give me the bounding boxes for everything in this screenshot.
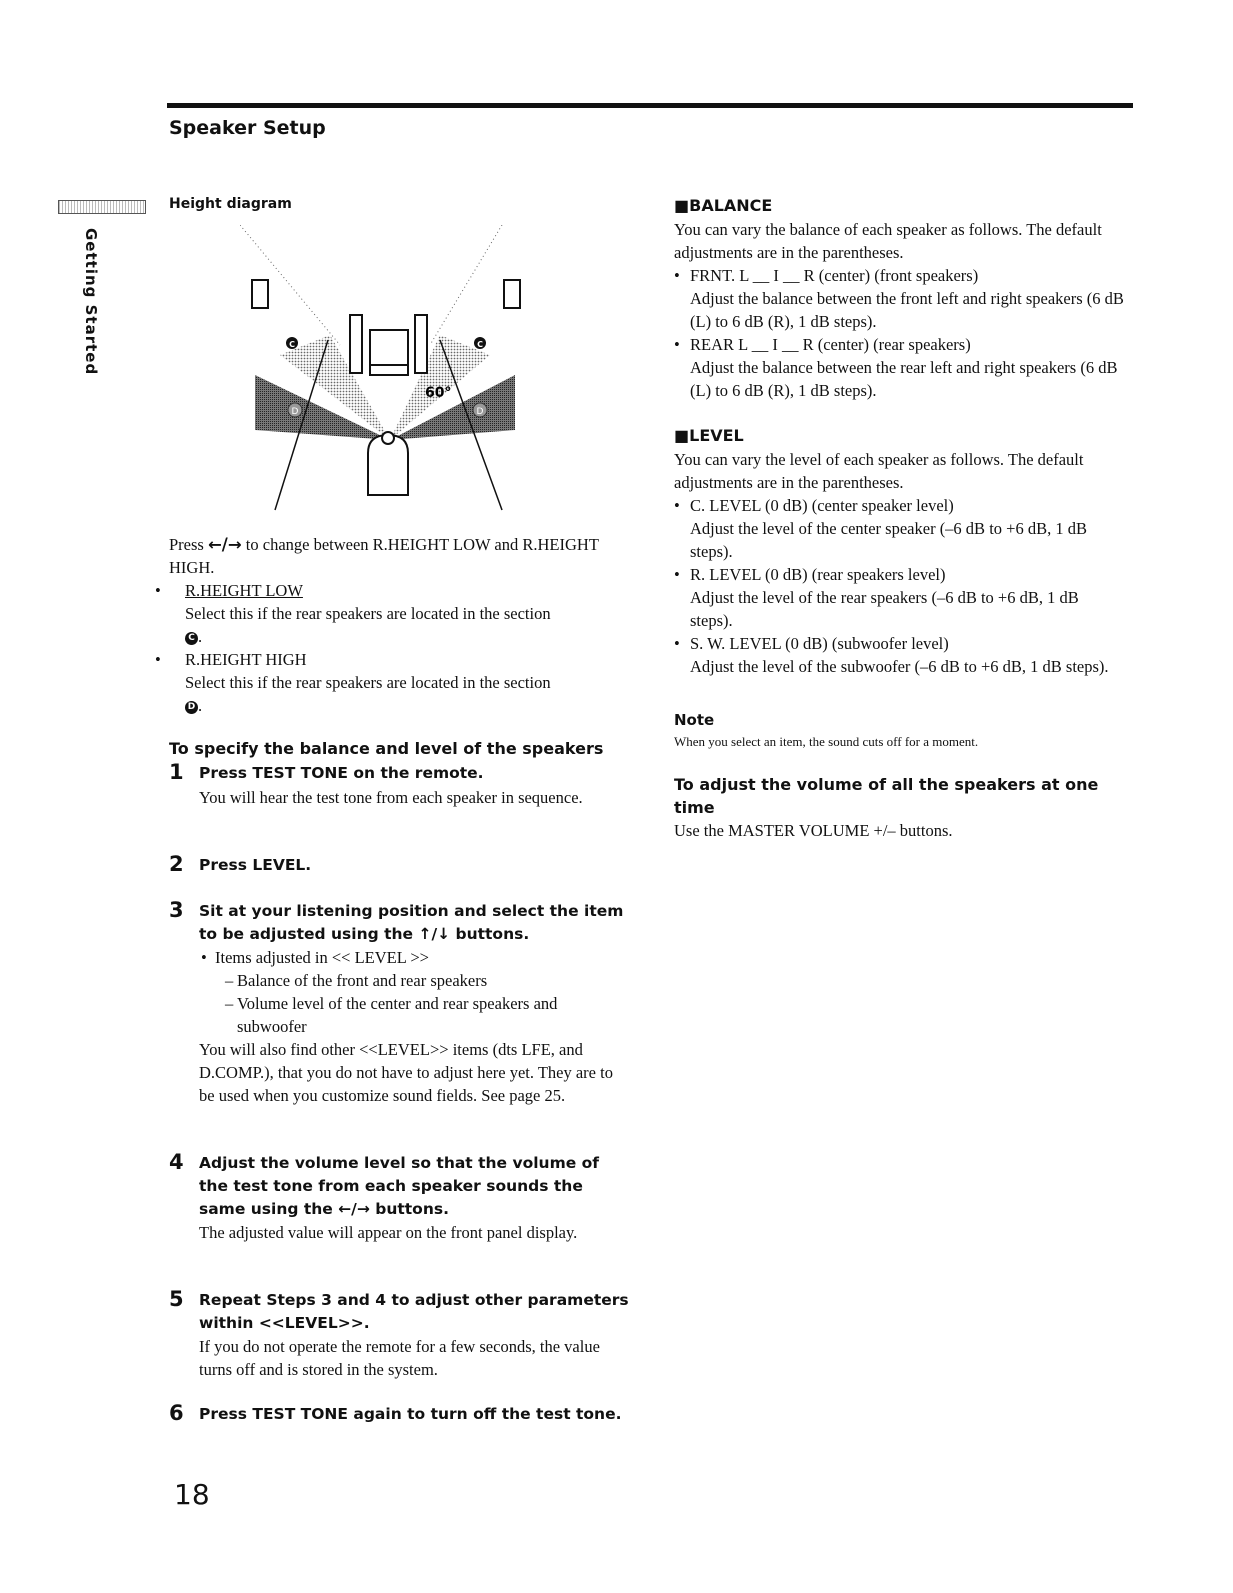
- balance-heading: ■BALANCE: [674, 196, 773, 215]
- front-speaker-right-icon: [415, 315, 427, 373]
- item-text: Adjust the balance between the rear left and right speakers (6 dB (L) to 6 dB (R), 1 dB steps).: [690, 358, 1118, 400]
- front-speaker-left-icon: [350, 315, 362, 373]
- item-title: REAR L __ I __ R (center) (rear speakers): [690, 335, 971, 354]
- rear-speaker-left-icon: [252, 280, 268, 308]
- side-tab-label: Getting Started: [82, 228, 100, 376]
- item-text: Adjust the level of the subwoofer (–6 dB to +6 dB, 1 dB steps).: [690, 657, 1109, 676]
- step-heading: Adjust the volume level so that the volume of the test tone from each speaker sounds the same using the ←/→ buttons.: [199, 1154, 600, 1218]
- figure-caption: Height diagram: [169, 196, 292, 212]
- guide-line: [430, 225, 502, 345]
- step-text: You will also find other <<LEVEL>> items (dts LFE, and D.COMP.), that you do not have to adjust here yet. They are to be used when you customize sound fields. See page 25.: [199, 1040, 613, 1105]
- zone-d-label-left: D: [291, 407, 299, 417]
- list-item: • REAR L __ I __ R (center) (rear speakers) Adjust the balance between the rear left and right speakers (6 dB (L) to 6 dB (R), 1 dB steps).: [674, 333, 1124, 402]
- balance-intro: You can vary the balance of each speaker as follows. The default adjustments are in the parentheses.: [674, 220, 1102, 262]
- item-text: Adjust the balance between the front left and right speakers (6 dB (L) to 6 dB (R), 1 dB steps).: [690, 289, 1124, 331]
- list-item: • Items adjusted in << LEVEL >>: [201, 948, 429, 967]
- step-number: 3: [169, 898, 184, 922]
- height-instructions: [155, 533, 619, 717]
- step-heading: Sit at your listening position and select the item to be adjusted using the ↑/↓ buttons.: [199, 902, 624, 943]
- zone-d-badge: D: [185, 701, 198, 714]
- intro-text: to change between R.HEIGHT LOW and R.HEIGHT HIGH.: [169, 535, 599, 577]
- step-heading: Repeat Steps 3 and 4 to adjust other parameters within <<LEVEL>>.: [199, 1291, 629, 1332]
- level-heading: ■LEVEL: [674, 426, 744, 445]
- item-title: FRNT. L __ I __ R (center) (front speakers): [690, 266, 979, 285]
- step-number: 5: [169, 1287, 184, 1311]
- note-heading: Note: [674, 711, 715, 729]
- step-number: 6: [169, 1401, 184, 1425]
- item-title: C. LEVEL (0 dB) (center speaker level): [690, 496, 954, 515]
- zone-c-label-right: C: [477, 340, 483, 349]
- arrow-buttons-icon: ←/→: [207, 535, 242, 554]
- side-tab-marker: [58, 200, 146, 214]
- item-text: Select this if the rear speakers are located in the section C .: [185, 604, 551, 646]
- list-item: • S. W. LEVEL (0 dB) (subwoofer level) Adjust the level of the subwoofer (–6 dB to +6 dB, 1 dB steps).: [674, 632, 1124, 678]
- item-text: Adjust the level of the center speaker (–6 dB to +6 dB, 1 dB steps).: [690, 519, 1087, 561]
- list-item: • R. LEVEL (0 dB) (rear speakers level) Adjust the level of the rear speakers (–6 dB to +6 dB, 1 dB steps).: [674, 563, 1124, 632]
- step-text-block: [199, 946, 629, 1107]
- step-heading: Press TEST TONE on the remote.: [199, 764, 484, 782]
- list-item: • R.HEIGHT HIGH Select this if the rear speakers are located in the section D .: [169, 648, 619, 717]
- list-item: – Volume level of the center and rear speakers and subwoofer: [225, 994, 558, 1036]
- list-item: • FRNT. L __ I __ R (center) (front speakers) Adjust the balance between the front left and right speakers (6 dB (L) to 6 dB (R), 1 dB steps).: [674, 266, 1124, 331]
- step-heading: Press LEVEL.: [199, 856, 312, 874]
- press-label: Press: [169, 535, 204, 554]
- step-number: 1: [169, 760, 184, 784]
- header-rule: [167, 103, 1133, 108]
- list-item: • C. LEVEL (0 dB) (center speaker level) Adjust the level of the center speaker (–6 dB to +6 dB, 1 dB steps).: [674, 494, 1124, 563]
- zone-d-label-right: D: [476, 407, 484, 417]
- step-heading: Press TEST TONE again to turn off the test tone.: [199, 1405, 622, 1423]
- item-title: R.HEIGHT HIGH: [185, 650, 307, 669]
- height-diagram: [240, 225, 580, 515]
- level-intro: You can vary the level of each speaker as follows. The default adjustments are in the parentheses.: [674, 450, 1084, 492]
- zone-c-badge: C: [185, 632, 198, 645]
- list-item: – Balance of the front and rear speakers: [225, 971, 488, 990]
- step-number: 4: [169, 1150, 184, 1174]
- item-text: Adjust the level of the rear speakers (–6 dB to +6 dB, 1 dB steps).: [690, 588, 1079, 630]
- listener-head-icon: [382, 432, 394, 444]
- balance-section: [674, 218, 1124, 402]
- adjust-all-heading: To adjust the volume of all the speakers at one time: [674, 775, 1099, 817]
- adjust-all-text: Use the MASTER VOLUME +/– buttons.: [674, 821, 953, 840]
- page-number: 18: [174, 1478, 210, 1511]
- step-text: If you do not operate the remote for a few seconds, the value turns off and is stored in the system.: [199, 1337, 600, 1379]
- list-item: • R.HEIGHT LOW Select this if the rear speakers are located in the section C .: [169, 579, 619, 648]
- item-title: R.HEIGHT LOW: [185, 581, 303, 600]
- center-speaker-icon: [370, 365, 408, 375]
- zone-c-label-left: C: [289, 340, 295, 349]
- item-title: R. LEVEL (0 dB) (rear speakers level): [690, 565, 946, 584]
- step-number: 2: [169, 852, 184, 876]
- item-text: Select this if the rear speakers are located in the section D .: [185, 673, 551, 715]
- section-heading: To specify the balance and level of the speakers: [169, 739, 604, 758]
- rear-speaker-right-icon: [504, 280, 520, 308]
- angle-label: 60°: [425, 385, 452, 401]
- step-text: You will hear the test tone from each speaker in sequence.: [199, 788, 583, 807]
- note-text: When you select an item, the sound cuts off for a moment.: [674, 734, 979, 749]
- level-section: [674, 448, 1124, 678]
- item-title: S. W. LEVEL (0 dB) (subwoofer level): [690, 634, 949, 653]
- tv-icon: [370, 330, 408, 365]
- step-text: The adjusted value will appear on the front panel display.: [199, 1223, 578, 1242]
- page-title: Speaker Setup: [169, 117, 326, 139]
